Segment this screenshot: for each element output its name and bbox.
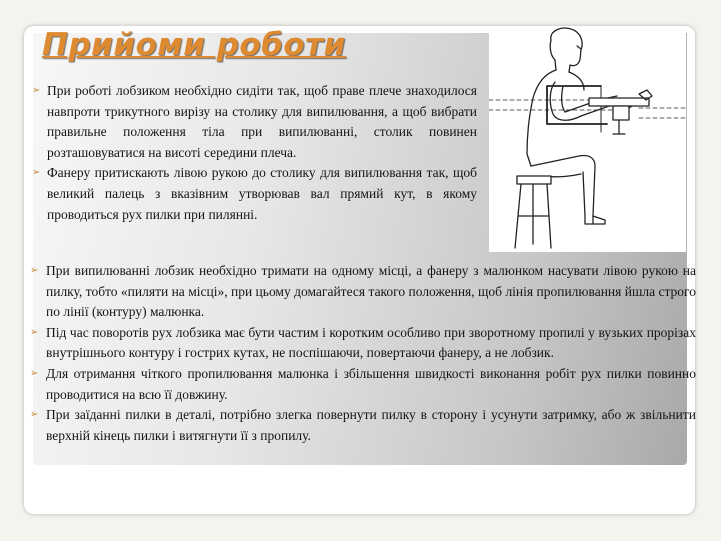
arrow-bullet-icon: ➢ [32,85,41,96]
list-item: ➢ При випилюванні лобзик необхідно тримати на одному місці, а фанеру з малюнком насувати лівою рукою на пилку, тобто «пиляти на місці», при цьому домагайтеся такого положення, щоб лінія пропилювання йшла строго по лінії (контуру) малюнка. [30,263,696,320]
arrow-bullet-icon: ➢ [32,167,41,179]
list-item: ➢ Для отримання чіткого пропилювання малюнка і збільшення швидкості виконання робіт рух пилки повинно проводитися на всю її довжину. [30,365,696,402]
arrow-bullet-icon: ➢ [30,265,39,276]
list-item: ➢ При заїданні пилки в деталі, потрібно злегка повернути пилку в сторону і усунути затримку, або ж звільнити верхній кінець пилки і витягнути її з пропилу. [30,407,696,443]
top-bullet-list [32,81,477,225]
list-item: ➢ При роботі лобзиком необхідно сидіти так, щоб праве плече знаходилося навпроти трикутного вирізу на столику для випилювання, а щоб вибрати правильне положення тіла при випилюванні, столик повинен розташовуватися на висоті середини плеча. [32,83,477,160]
arrow-bullet-icon: ➢ [30,326,39,338]
list-item: ➢ Під час поворотів рух лобзика має бути частим і коротким особливо при зворотному пропилі у вузьких прорізах внутрішнього контуру і гострих кутах, не поспішаючи, повертаючи фанеру, а не лобзик. [30,324,696,361]
list-item: ➢ Фанеру притискають лівою рукою до столику для випилювання так, щоб великий палець з вказівним утворював вал прямий кут, в якому проводиться рух пилки при пилянні. [32,165,477,222]
bottom-bullet-list [30,261,696,446]
person-sawing-with-fret-saw-illustration [489,26,686,252]
slide-title: Прийоми роботи [42,27,346,63]
arrow-bullet-icon: ➢ [30,367,39,379]
arrow-bullet-icon: ➢ [30,409,39,421]
